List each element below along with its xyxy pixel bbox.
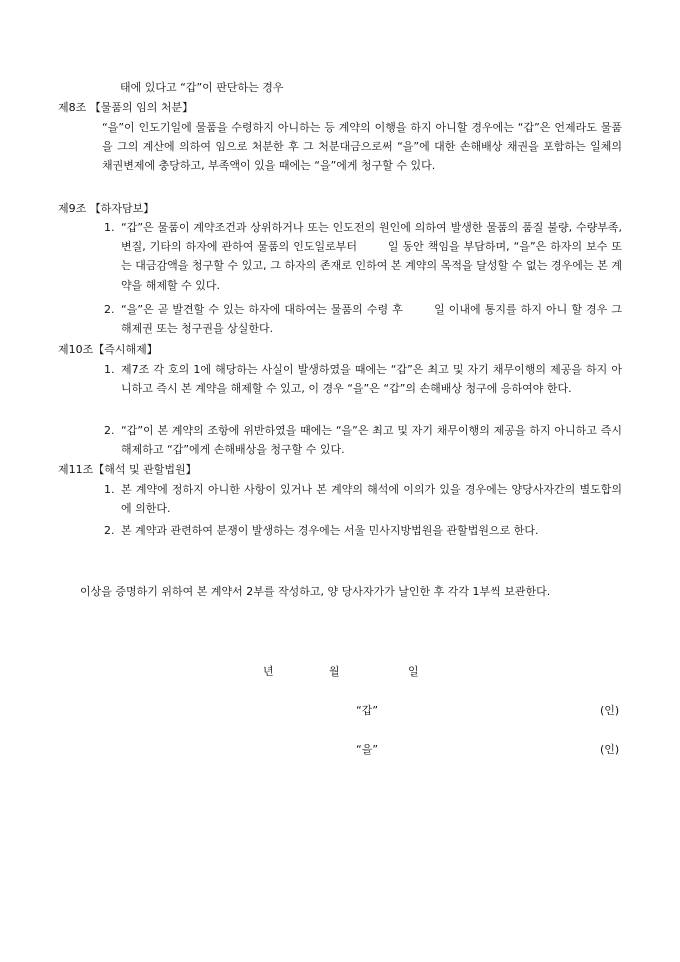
article-9-item-1-number: 1. (104, 221, 115, 234)
article-10-item-2: “갑”이 본 계약의 조항에 위반하였을 때에는 “을”은 최고 및 자기 채무이행의 제공을 하지 아니하고 즉시 해제하고 “갑”에게 손해배상을 청구할 수 있다. (121, 424, 622, 457)
article-11-item-2-number: 2. (104, 524, 115, 537)
article-9-item-1: “갑”은 물품이 계약조건과 상위하거나 또는 인도전의 원인에 의하여 발생한 물품의 품질 불량, 수량부족, 변질, 기타의 하자에 관하여 물품의 인도일로부터 일 동안 책임을 부담하며, “을”은 하자의 보수 또는 대금감액을 청구할 수 있고, 그 하자의 존재로 인하여 본 계약의 목적을 달성할 수 없는 경우에는 본 계약을 해제할 수 있다. (121, 221, 622, 292)
article-11-item-1: 본 계약에 정하지 아니한 사항이 있거나 본 계약의 해석에 이의가 있을 경우에는 양당사자간의 별도합의에 의한다. (121, 483, 622, 516)
date-day-label: 일 (408, 665, 419, 678)
party-b-seal: (인) (600, 743, 620, 756)
party-a-label: “갑” (356, 704, 379, 717)
party-a-seal: (인) (600, 704, 620, 717)
article-8-heading: 제8조 【물품의 임의 처분】 (58, 101, 194, 114)
article-9-heading: 제9조 【하자담보】 (58, 202, 155, 215)
date-month-label: 월 (329, 665, 340, 678)
article-10-item-1: 제7조 각 호의 1에 해당하는 사실이 발생하였을 때에는 “갑”은 최고 및 자기 채무이행의 제공을 하지 아니하고 즉시 본 계약을 해제할 수 있고, 이 경우 “을”은 “갑”의 손해배상 청구에 응하여야 한다. (121, 363, 622, 396)
article-9-item-2-number: 2. (104, 303, 115, 316)
article-9-item-2: “을”은 곧 발견할 수 있는 하자에 대하여는 물품의 수령 후 일 이내에 통지를 하지 아니 할 경우 그 해제권 또는 청구권을 상실한다. (121, 303, 622, 336)
continued-clause-fragment: 태에 있다고 “갑”이 판단하는 경우 (120, 81, 284, 94)
article-10-item-2-number: 2. (104, 424, 115, 437)
article-10-item-1-number: 1. (104, 363, 115, 376)
article-11-item-2: 본 계약과 관련하여 분쟁이 발생하는 경우에는 서울 민사지방법원을 관할법원으로 한다. (121, 524, 539, 537)
party-b-label: “을” (356, 743, 379, 756)
date-year-label: 년 (263, 665, 274, 678)
article-11-heading: 제11조【해석 및 관할법원】 (58, 463, 197, 476)
article-10-heading: 제10조【즉시해제】 (58, 343, 158, 356)
closing-statement: 이상을 증명하기 위하여 본 계약서 2부를 작성하고, 양 당사자가가 날인한 후 각각 1부씩 보관한다. (80, 585, 551, 598)
article-11-item-1-number: 1. (104, 483, 115, 496)
article-8-body: “을”이 인도기일에 물품을 수령하지 아니하는 등 계약의 이행을 하지 아니할 경우에는 “갑”은 언제라도 물품을 그의 계산에 의하여 임으로 처분한 후 그 처분대금으로써 “을”에 대한 손해배상 채권을 포함하는 일체의 채권변제에 충당하고, 부족액이 있을 때에는 “을”에게 청구할 수 있다. (102, 121, 622, 173)
